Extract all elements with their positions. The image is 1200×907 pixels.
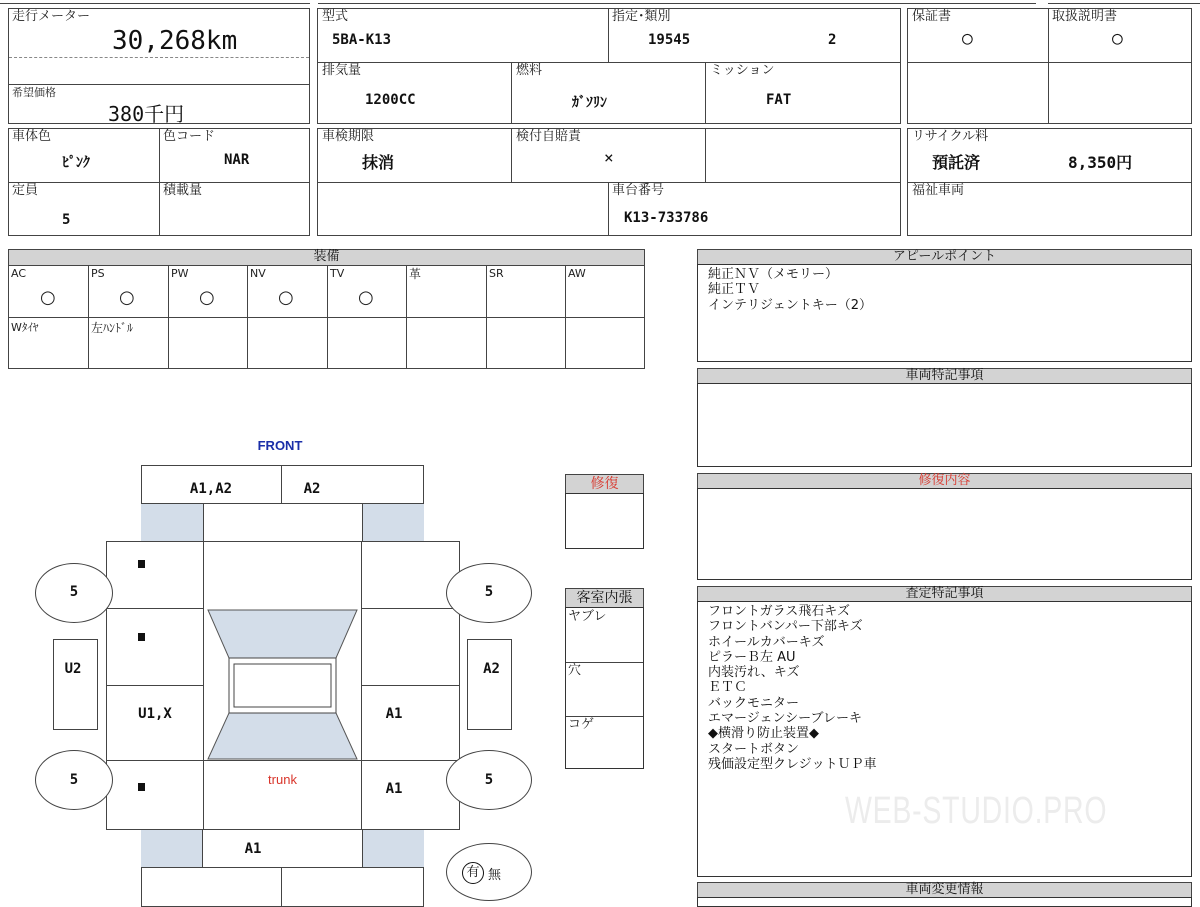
divider: [565, 266, 566, 368]
price-label: 希望価格: [12, 86, 56, 99]
damage-marker: [138, 633, 145, 641]
rear-right-fender: [362, 830, 424, 867]
trunk-label: trunk: [268, 772, 297, 787]
transmission-value: FAT: [766, 92, 792, 108]
repair-title: 修復: [565, 474, 644, 494]
odometer-value: 30,268km: [112, 26, 238, 56]
designation-type: 2: [828, 32, 837, 48]
recycle-amount: 8,350円: [1068, 153, 1133, 172]
odometer-label: 走行メーター: [12, 9, 91, 24]
repair-details-panel: [697, 488, 1192, 580]
divider: [1048, 9, 1049, 123]
top-edge: [1048, 3, 1200, 4]
divider: [159, 129, 160, 235]
interior-hole-label: 穴: [568, 663, 582, 678]
right-rear-grade: A1: [385, 781, 403, 797]
assessment-text: フロントガラス飛石キズ フロントバンパー下部キズ ホイールカバーキズ ピラーＢ左 AU 内装汚れ、キズ ＥＴＣ バックモニター エマージェンシーブレーキ ◆横滑り防止装置◆ スタートボタン 残価設定型クレジットＵＰ車: [708, 604, 877, 772]
designation-number: 19545: [648, 32, 691, 48]
equip-mark-ac: ○: [40, 287, 56, 308]
tire-front-left-depth: 5: [69, 584, 79, 600]
divider: [908, 62, 1191, 63]
damage-marker: [138, 783, 145, 791]
watermark: WEB-STUDIO.PRO: [845, 790, 1108, 832]
divider: [511, 62, 512, 123]
divider: [203, 504, 204, 541]
top-edge: [318, 3, 1036, 4]
divider: [88, 266, 89, 368]
color-code-label: 色コード: [163, 129, 216, 144]
equip-mark-pw: ○: [199, 287, 215, 308]
divider: [406, 266, 407, 368]
capacity-value: 5: [62, 212, 71, 228]
warranty-value: ○: [962, 28, 973, 49]
equip-label-sr: SR: [489, 267, 504, 280]
front-left-grade: A1,A2: [189, 481, 233, 497]
chassis-label: 車台番号: [612, 183, 665, 198]
divider: [168, 266, 169, 368]
record-no-label: 無: [488, 868, 502, 883]
left-door-grade: U1,X: [138, 706, 172, 722]
special-notes-panel: [697, 383, 1192, 467]
divider: [705, 62, 706, 123]
inspection-label: 車検期限: [322, 129, 375, 144]
divider: [705, 129, 706, 182]
tire-front-right-depth: 5: [484, 584, 494, 600]
divider: [9, 84, 309, 85]
equip-label-aw: AW: [568, 267, 586, 280]
fuel-label: 燃料: [516, 63, 543, 78]
recycle-label: リサイクル料: [912, 129, 989, 144]
divider: [608, 182, 609, 235]
cabin-glass: [204, 608, 361, 761]
divider: [362, 685, 459, 686]
divider: [362, 760, 459, 761]
model-label: 型式: [322, 9, 349, 24]
interior-box: [565, 607, 644, 769]
displacement-label: 排気量: [322, 63, 362, 78]
load-label: 積載量: [163, 183, 203, 198]
repair-details-title: 修復内容: [697, 473, 1192, 489]
documents-block: [907, 8, 1192, 124]
equip-label-tv: TV: [330, 267, 345, 280]
divider: [511, 129, 512, 182]
record-yes-circle: 有: [462, 862, 484, 884]
divider: [608, 9, 609, 62]
rear-bumper: [141, 867, 424, 907]
change-info-title: 車両変更情報: [697, 882, 1192, 898]
chassis-value: K13-733786: [624, 210, 709, 226]
divider: [362, 504, 363, 541]
interior-burn-label: コゲ: [568, 717, 595, 732]
tire-rear-right-depth: 5: [484, 772, 494, 788]
divider: [327, 266, 328, 368]
top-edge: [0, 3, 310, 4]
recycle-status: 預託済: [932, 153, 981, 172]
equip-label-pw: PW: [171, 267, 189, 280]
equip-label-wtire: Wﾀｲﾔ: [11, 321, 39, 334]
divider: [318, 182, 900, 183]
equip-mark-tv: ○: [358, 287, 374, 308]
body-color-value: ﾋﾟﾝｸ: [62, 155, 90, 171]
equip-label-lhd: 左ﾊﾝﾄﾞﾙ: [91, 321, 134, 335]
equip-label-nv: NV: [250, 267, 266, 280]
equip-label-ac: AC: [11, 267, 27, 280]
left-side-panel: [53, 639, 98, 730]
equip-label-leather: 革: [409, 267, 422, 281]
fuel-value: ｶﾞｿﾘﾝ: [572, 95, 607, 111]
equip-mark-nv: ○: [278, 287, 294, 308]
appeal-text: 純正ＮＶ（メモリー） 純正ＴＶ インテリジェントキー（2）: [708, 267, 873, 313]
change-info-panel: [697, 897, 1192, 907]
divider: [107, 760, 203, 761]
warranty-label: 保証書: [912, 9, 952, 24]
assessment-title: 査定特記事項: [697, 586, 1192, 602]
divider: [107, 685, 203, 686]
divider: [318, 62, 900, 63]
tire-rear-left-depth: 5: [69, 772, 79, 788]
repair-box: [565, 493, 644, 549]
front-label: FRONT: [257, 438, 303, 453]
equip-mark-ps: ○: [119, 287, 135, 308]
rear-panel-grade: A1: [244, 841, 262, 857]
insurance-label: 検付自賠責: [516, 129, 582, 144]
appeal-title: アピールポイント: [697, 249, 1192, 265]
front-left-fender: [141, 504, 203, 541]
damage-marker: [138, 560, 145, 568]
right-side-panel: [467, 639, 512, 730]
divider: [281, 868, 282, 906]
insurance-value: ×: [604, 148, 614, 167]
right-side-grade: A2: [483, 661, 500, 677]
right-door-grade: A1: [385, 706, 403, 722]
color-code-value: NAR: [224, 152, 250, 168]
interior-tear-label: ヤブレ: [568, 609, 607, 624]
inspection-value: 抹消: [362, 153, 395, 172]
left-side-grade: U2: [64, 661, 82, 677]
special-notes-title: 車両特記事項: [697, 368, 1192, 384]
divider: [247, 266, 248, 368]
model-value: 5BA-K13: [332, 32, 392, 48]
equip-label-ps: PS: [91, 267, 105, 280]
price-value: 380千円: [108, 102, 185, 126]
front-right-grade: A2: [303, 481, 321, 497]
interior-title: 客室内張: [565, 588, 644, 608]
manual-value: ○: [1112, 28, 1123, 49]
designation-label: 指定･類別: [612, 9, 671, 24]
divider: [362, 608, 459, 609]
divider: [107, 608, 203, 609]
welfare-label: 福祉車両: [912, 183, 965, 198]
divider: [486, 266, 487, 368]
front-right-fender: [362, 504, 424, 541]
capacity-label: 定員: [12, 183, 39, 198]
transmission-label: ミッション: [710, 63, 775, 78]
manual-label: 取扱説明書: [1052, 9, 1118, 24]
body-color-label: 車体色: [12, 129, 52, 144]
rear-left-fender: [141, 830, 203, 867]
equipment-title: 装備: [8, 249, 645, 266]
divider: [9, 57, 309, 58]
displacement-value: 1200CC: [365, 92, 416, 108]
